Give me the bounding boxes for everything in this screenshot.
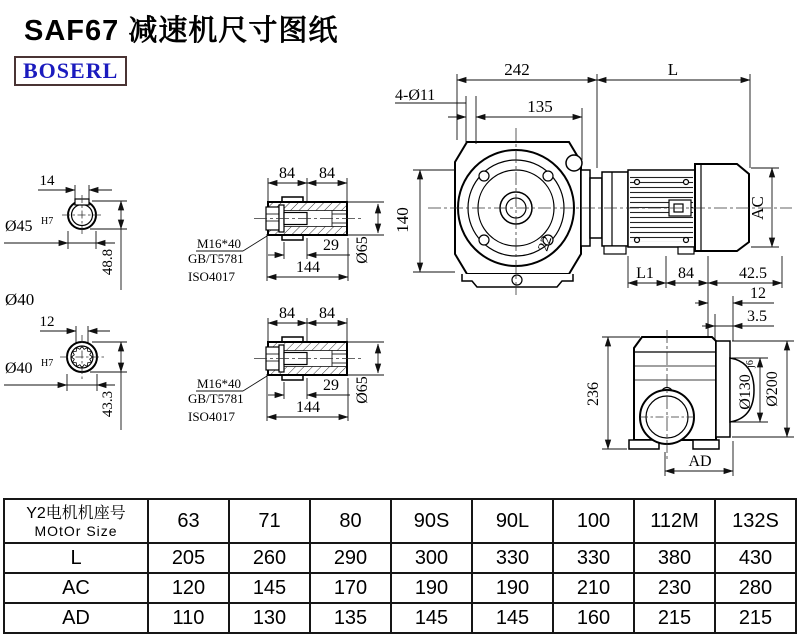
bore-section-45 — [4, 173, 127, 290]
dim-12: 12 — [750, 285, 766, 302]
dim-d65: Ø65 — [354, 236, 371, 264]
dim-84a: 84 — [279, 165, 295, 182]
motor-size-label-cn: Y2电机机座号 — [26, 504, 126, 522]
dim-L1: L1 — [636, 265, 654, 282]
dim-key-14: 14 — [39, 173, 55, 189]
cell-AD-90S: 145 — [391, 603, 472, 633]
table-row-AD — [4, 603, 796, 633]
page-title: SAF67 减速机尺寸图纸 — [24, 15, 339, 47]
dim-144: 144 — [296, 399, 320, 416]
cell-AD-112M: 215 — [634, 603, 715, 633]
cell-AC-90L: 190 — [472, 573, 553, 603]
bolt-spec: M16*40 — [197, 376, 242, 391]
col-90S: 90S — [391, 499, 472, 543]
dim-42-5: 42.5 — [739, 265, 767, 282]
dim-236: 236 — [585, 382, 602, 406]
dim-43-3: 43.3 — [100, 390, 116, 418]
cell-L-90S: 300 — [391, 543, 472, 573]
motor-size-table — [3, 498, 797, 634]
dim-48-8: 48.8 — [100, 248, 116, 276]
dim-84a: 84 — [279, 305, 295, 322]
dim-key-12: 12 — [39, 314, 55, 330]
dim-foot-22: 22 — [535, 234, 556, 254]
dim-29: 29 — [323, 377, 339, 394]
motor-size-label-en: MOtOr Size — [34, 522, 118, 539]
table-row-L — [4, 543, 796, 573]
cell-AD-80: 135 — [310, 603, 391, 633]
cell-AD-63: 110 — [148, 603, 229, 633]
dim-242: 242 — [504, 60, 530, 79]
bolt-standard-gb: GB/T5781 — [188, 251, 244, 266]
col-90L: 90L — [472, 499, 553, 543]
label-bore-d45-fit: H7 — [41, 216, 54, 227]
dim-3-5: 3.5 — [747, 308, 767, 325]
dim-AD: AD — [688, 453, 712, 470]
dim-135: 135 — [527, 97, 553, 116]
dim-84: 84 — [678, 265, 694, 282]
hollow-shaft-section-2 — [188, 305, 384, 424]
cell-AC-100: 210 — [553, 573, 634, 603]
col-112M: 112M — [634, 499, 715, 543]
table-row-AC — [4, 573, 796, 603]
dim-AC: AC — [748, 196, 767, 220]
boserl-logo: BOSERL — [14, 56, 127, 86]
cell-L-90L: 330 — [472, 543, 553, 573]
row-label-AC: AC — [4, 573, 148, 603]
cell-AD-71: 130 — [229, 603, 310, 633]
hollow-shaft-section-1 — [188, 165, 384, 284]
cell-AC-90S: 190 — [391, 573, 472, 603]
dim-84b: 84 — [319, 165, 335, 182]
dim-29: 29 — [323, 237, 339, 254]
bolt-spec: M16*40 — [197, 236, 242, 251]
dim-L: L — [667, 60, 679, 79]
col-132S: 132S — [715, 499, 796, 543]
cell-L-112M: 380 — [634, 543, 715, 573]
label-bore-d40: Ø40 — [5, 360, 33, 377]
dim-d65: Ø65 — [354, 376, 371, 404]
row-label-AD: AD — [4, 603, 148, 633]
cell-AC-112M: 230 — [634, 573, 715, 603]
cell-AD-132S: 215 — [715, 603, 796, 633]
cell-AD-100: 160 — [553, 603, 634, 633]
dim-d130: Ø130 — [737, 374, 754, 410]
dim-d130-fit: j6 — [745, 360, 756, 368]
bolt-standard-gb: GB/T5781 — [188, 391, 244, 406]
dim-84b: 84 — [319, 305, 335, 322]
dim-144: 144 — [296, 259, 320, 276]
cell-AC-80: 170 — [310, 573, 391, 603]
cell-AC-63: 120 — [148, 573, 229, 603]
label-shaft-d40: Ø40 — [5, 290, 35, 309]
dim-d200: Ø200 — [764, 371, 781, 407]
col-100: 100 — [553, 499, 634, 543]
cell-L-71: 260 — [229, 543, 310, 573]
gearbox-front-view — [455, 142, 582, 287]
col-63: 63 — [148, 499, 229, 543]
col-80: 80 — [310, 499, 391, 543]
table-header-row — [4, 499, 796, 543]
dim-140: 140 — [393, 207, 412, 233]
cell-L-80: 290 — [310, 543, 391, 573]
row-label-L: L — [4, 543, 148, 573]
cell-L-132S: 430 — [715, 543, 796, 573]
motor-side-view — [581, 164, 749, 254]
cell-AC-71: 145 — [229, 573, 310, 603]
hole-callout-4xd11: 4-Ø11 — [395, 87, 436, 104]
label-bore-d45: Ø45 — [5, 218, 33, 235]
bolt-standard-iso: ISO4017 — [188, 409, 235, 424]
cell-L-100: 330 — [553, 543, 634, 573]
cell-AC-132S: 280 — [715, 573, 796, 603]
gearbox-side-view — [585, 256, 794, 476]
col-71: 71 — [229, 499, 310, 543]
bore-section-40 — [4, 314, 127, 430]
bolt-standard-iso: ISO4017 — [188, 269, 235, 284]
cell-L-63: 205 — [148, 543, 229, 573]
cell-AD-90L: 145 — [472, 603, 553, 633]
table-header-motor-size — [4, 499, 148, 543]
label-bore-d40-fit: H7 — [41, 358, 54, 369]
